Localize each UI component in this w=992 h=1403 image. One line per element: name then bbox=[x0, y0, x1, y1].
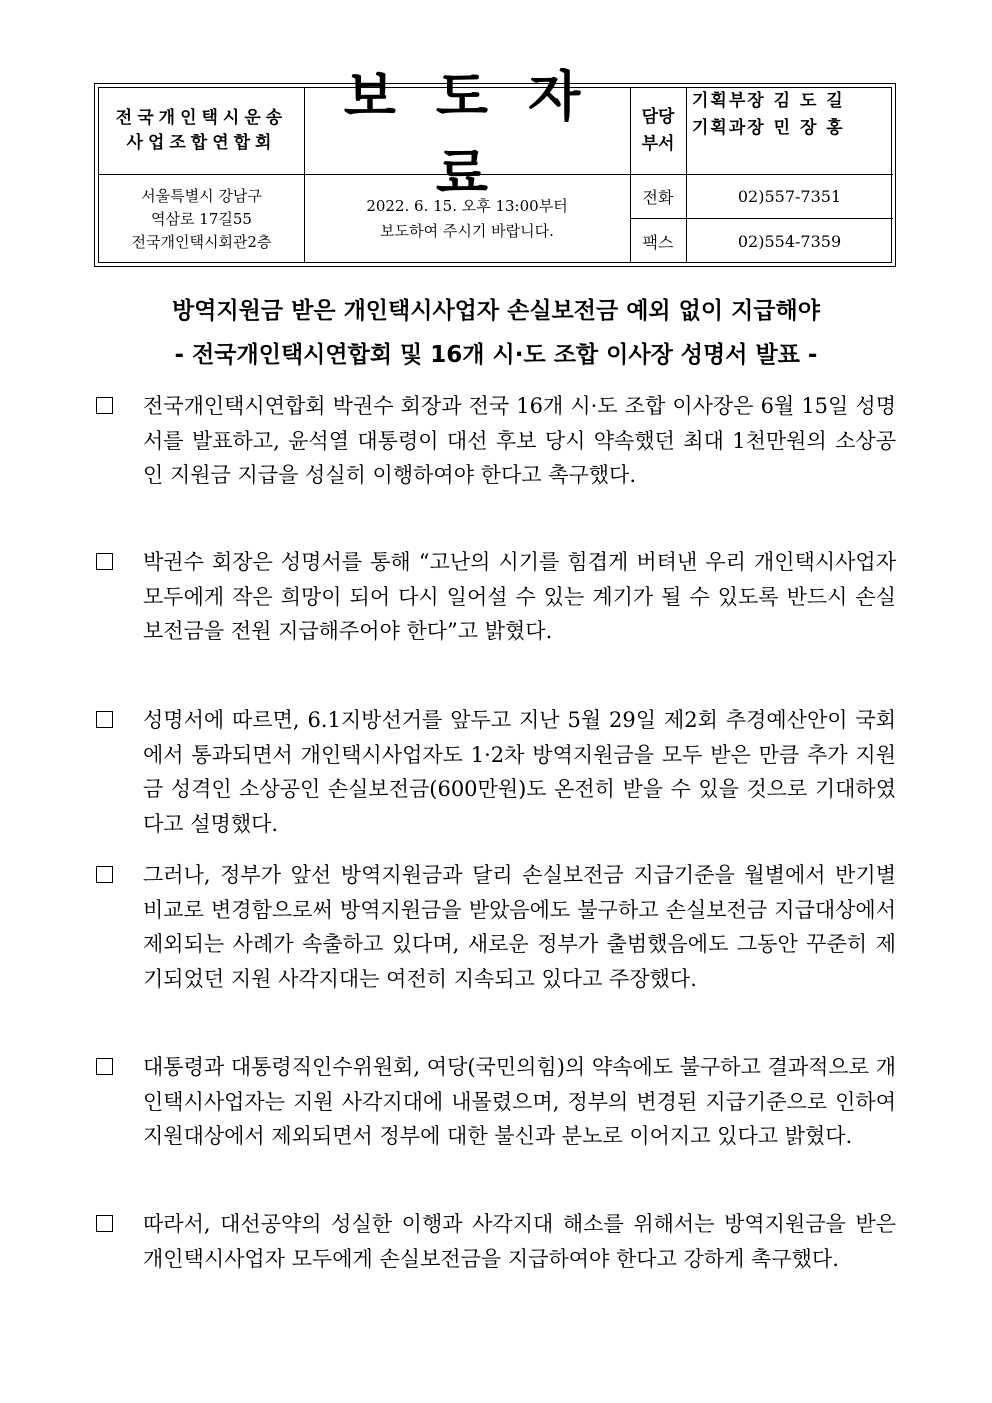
org-line-1: 전국개인택시운송 bbox=[115, 108, 288, 128]
press-release-header-table bbox=[94, 65, 896, 267]
paragraph-1 bbox=[96, 389, 896, 493]
paragraph-text: 대통령과 대통령직인수위원회, 여당(국민의힘)의 약속에도 불구하고 결과적으로 개인택시사업자는 지원 사각지대에 내몰렸으며, 정부의 변경된 지급기준으로 인하여 지원대상에서 제외되면서 정부에 대한 불신과 분노로 이어지고 있다고 밝혔다. bbox=[143, 1055, 896, 1148]
press-release-title: 보도자료 bbox=[343, 65, 621, 205]
paragraph-2 bbox=[96, 545, 896, 649]
paragraph-text: 그러나, 정부가 앞선 방역지원금과 달리 손실보전금 지급기준을 월별에서 반기별 비교로 변경함으로써 방역지원금을 받았음에도 불구하고 손실보전금 지급대상에서 제외되는 사례가 속출하고 있다며, 새로운 정부가 출범했음에도 그동안 꾸준히 제기되었던 지원 사각지대는 여전히 지속되고 있다고 주장했다. bbox=[143, 863, 896, 991]
embargo-line-2: 보도하여 주시기 바랍니다. bbox=[380, 222, 554, 240]
checkbox-bullet-icon bbox=[96, 397, 113, 414]
contact-persons bbox=[686, 88, 893, 174]
paragraph-text: 성명서에 따르면, 6.1지방선거를 앞두고 지난 5월 29일 제2회 추경예산안이 국회에서 통과되면서 개인택시사업자도 1·2차 방역지원금을 모두 받은 만큼 추가 지원금 성격인 소상공인 손실보전금(600만원)도 온전히 받을 수 있을 것으로 기대하였다고 설명했다. bbox=[143, 708, 896, 836]
organization-name bbox=[99, 88, 304, 174]
contact-person-1: 기획부장 김 도 길 bbox=[692, 91, 845, 111]
checkbox-bullet-icon bbox=[96, 866, 113, 883]
dept-label-1: 담당 bbox=[641, 107, 675, 127]
embargo-line-1: 2022. 6. 15. 오후 13:00부터 bbox=[366, 197, 568, 215]
paragraph-text: 박권수 회장은 성명서를 통해 “고난의 시기를 힘겹게 버텨낸 우리 개인택시사업자 모두에게 작은 희망이 되어 다시 일어설 수 있는 계기가 될 수 있도록 반드시 손실보전금을 전원 지급해주어야 한다”고 밝혔다. bbox=[143, 550, 896, 643]
paragraph-text: 따라서, 대선공약의 성실한 이행과 사각지대 해소를 위해서는 방역지원금을 받은 개인택시사업자 모두에게 손실보전금을 지급하여야 한다고 강하게 촉구했다. bbox=[143, 1212, 896, 1271]
address-line-1: 서울특별시 강남구 bbox=[141, 186, 262, 205]
dept-label-2: 부서 bbox=[641, 134, 675, 154]
headline-title: 방역지원금 받은 개인택시사업자 손실보전금 예외 없이 지급해야 bbox=[172, 298, 820, 324]
contact-person-2: 기획과장 민 장 홍 bbox=[692, 118, 845, 138]
checkbox-bullet-icon bbox=[96, 1058, 113, 1075]
paragraph-6 bbox=[96, 1207, 896, 1276]
fax-number: 02)554-7359 bbox=[737, 231, 842, 251]
fax-label: 팩스 bbox=[642, 232, 674, 252]
paragraph-5 bbox=[96, 1050, 896, 1154]
org-line-2: 사업조합연합회 bbox=[126, 133, 277, 153]
embargo-notice bbox=[304, 174, 630, 264]
paragraph-3 bbox=[96, 703, 896, 841]
department-label bbox=[630, 88, 686, 174]
phone-label: 전화 bbox=[642, 187, 674, 207]
checkbox-bullet-icon bbox=[96, 1215, 113, 1232]
address-line-2: 역삼로 17길55 bbox=[151, 209, 252, 228]
phone-number: 02)557-7351 bbox=[737, 186, 842, 206]
address-line-3: 전국개인택시회관2층 bbox=[131, 232, 272, 251]
paragraph-text: 전국개인택시연합회 박권수 회장과 전국 16개 시·도 조합 이사장은 6월 15일 성명서를 발표하고, 윤석열 대통령이 대선 후보 당시 약속했던 최대 1천만원의 소상공인 지원금 지급을 성실히 이행하여야 한다고 촉구했다. bbox=[143, 394, 896, 487]
checkbox-bullet-icon bbox=[96, 711, 113, 728]
organization-address bbox=[99, 174, 304, 264]
headline-subtitle: - 전국개인택시연합회 및 16개 시·도 조합 이사장 성명서 발표 - bbox=[174, 342, 818, 368]
checkbox-bullet-icon bbox=[96, 553, 113, 570]
paragraph-4 bbox=[96, 858, 896, 996]
